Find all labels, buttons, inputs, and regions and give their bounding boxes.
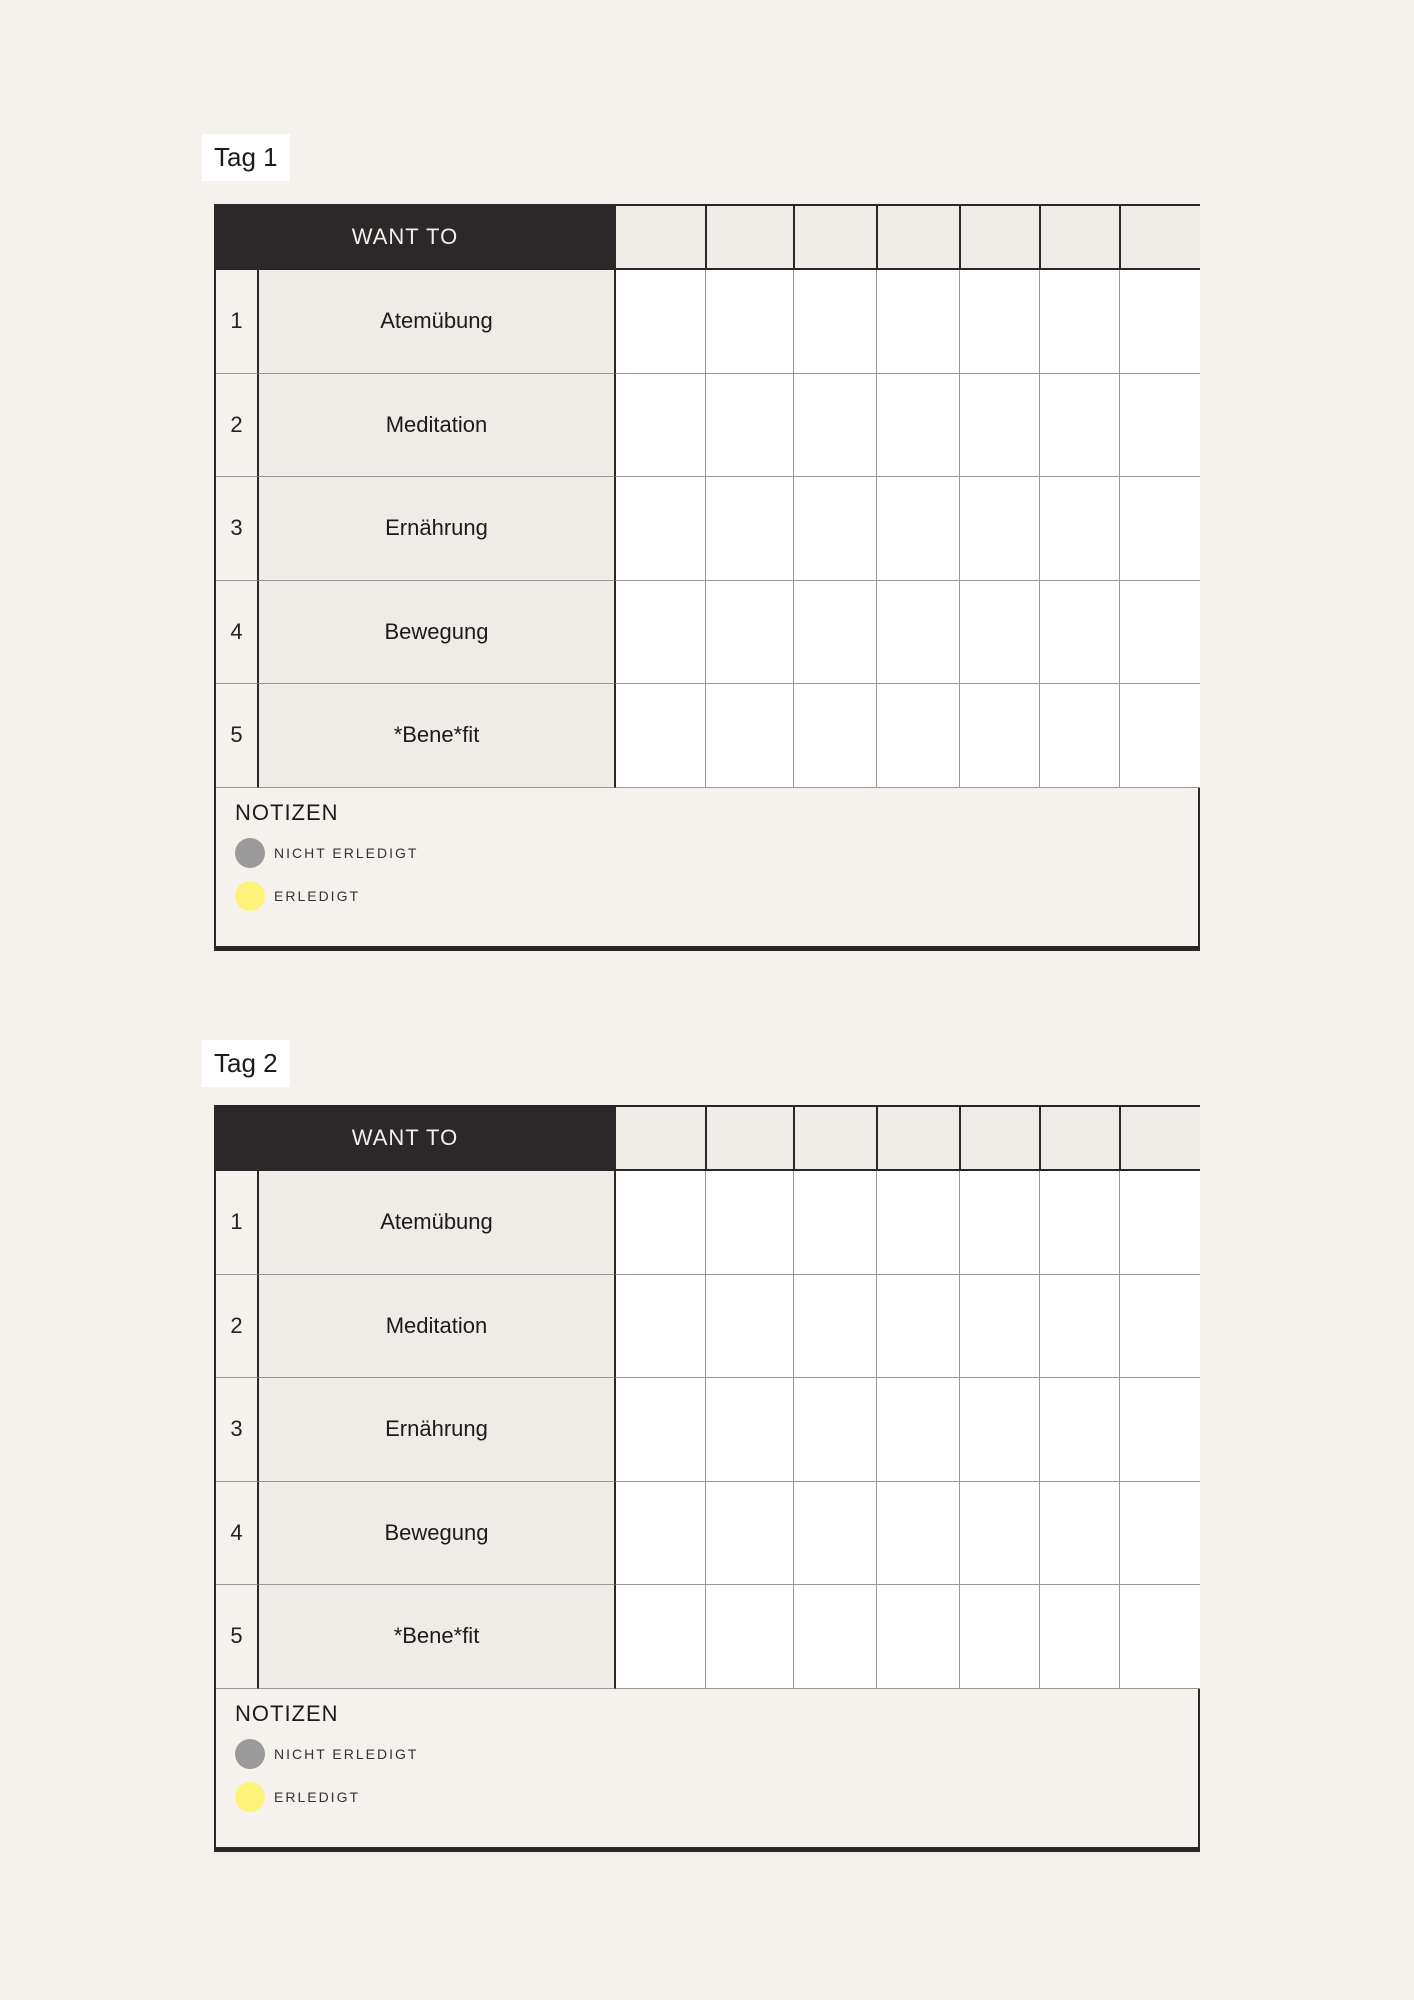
tracker-grid [216,1107,1198,1689]
check-cell[interactable] [793,477,876,581]
legend-item [235,1739,1198,1769]
header-date-cell[interactable] [705,1107,793,1171]
check-cell[interactable] [1039,1378,1119,1482]
check-cell[interactable] [959,1378,1039,1482]
legend-label: ERLEDIGT [274,1788,361,1805]
want-to-header: WANT TO [216,1107,616,1171]
check-cell[interactable] [876,1482,959,1586]
check-cell[interactable] [616,374,705,478]
check-cell[interactable] [616,1275,705,1379]
check-cell[interactable] [1119,477,1200,581]
check-cell[interactable] [616,1171,705,1275]
check-cell[interactable] [793,1275,876,1379]
check-cell[interactable] [793,581,876,685]
check-cell[interactable] [876,581,959,685]
check-cell[interactable] [1039,270,1119,374]
check-cell[interactable] [705,684,793,788]
check-cell[interactable] [1039,374,1119,478]
legend-label: NICHT ERLEDIGT [274,844,419,861]
check-cell[interactable] [616,684,705,788]
habit-number: 3 [216,1378,259,1482]
header-date-cell[interactable] [1119,206,1200,270]
check-cell[interactable] [705,1585,793,1689]
habit-number: 5 [216,1585,259,1689]
day-label: Tag 2 [202,1040,290,1087]
check-cell[interactable] [959,477,1039,581]
habit-number: 2 [216,1275,259,1379]
header-date-cell[interactable] [959,1107,1039,1171]
check-cell[interactable] [959,1482,1039,1586]
habit-number: 3 [216,477,259,581]
check-cell[interactable] [705,1482,793,1586]
not-done-dot-icon [235,1739,265,1769]
habit-number: 4 [216,1482,259,1586]
check-cell[interactable] [876,1275,959,1379]
check-cell[interactable] [1119,270,1200,374]
check-cell[interactable] [959,684,1039,788]
check-cell[interactable] [616,270,705,374]
header-date-cell[interactable] [793,1107,876,1171]
check-cell[interactable] [1119,1482,1200,1586]
check-cell[interactable] [705,477,793,581]
check-cell[interactable] [876,1585,959,1689]
habit-name: Meditation [259,374,616,478]
header-date-cell[interactable] [876,1107,959,1171]
check-cell[interactable] [1039,684,1119,788]
habit-number: 5 [216,684,259,788]
check-cell[interactable] [1119,684,1200,788]
header-date-cell[interactable] [1119,1107,1200,1171]
check-cell[interactable] [793,1585,876,1689]
habit-number: 2 [216,374,259,478]
check-cell[interactable] [1119,374,1200,478]
check-cell[interactable] [959,1585,1039,1689]
check-cell[interactable] [793,1378,876,1482]
habit-name: Atemübung [259,1171,616,1275]
check-cell[interactable] [1039,581,1119,685]
check-cell[interactable] [705,1171,793,1275]
check-cell[interactable] [959,1275,1039,1379]
check-cell[interactable] [1039,1171,1119,1275]
check-cell[interactable] [959,1171,1039,1275]
check-cell[interactable] [1119,1378,1200,1482]
check-cell[interactable] [1039,477,1119,581]
day-label: Tag 1 [202,134,290,181]
legend-item [235,838,1198,868]
check-cell[interactable] [876,477,959,581]
check-cell[interactable] [793,1482,876,1586]
habit-tracker-table [214,1105,1200,1852]
header-date-cell[interactable] [959,206,1039,270]
check-cell[interactable] [1039,1482,1119,1586]
done-dot-icon [235,1782,265,1812]
not-done-dot-icon [235,838,265,868]
check-cell[interactable] [616,1378,705,1482]
notes-title: NOTIZEN [235,799,339,825]
habit-number: 1 [216,1171,259,1275]
notes-section [216,788,1198,911]
header-date-cell[interactable] [705,206,793,270]
check-cell[interactable] [876,1171,959,1275]
legend-item [235,1782,1198,1812]
check-cell[interactable] [793,374,876,478]
header-date-cell[interactable] [876,206,959,270]
notes-title: NOTIZEN [235,1700,339,1726]
habit-name: *Bene*fit [259,1585,616,1689]
check-cell[interactable] [1119,1585,1200,1689]
check-cell[interactable] [616,1585,705,1689]
header-date-cell[interactable] [1039,1107,1119,1171]
check-cell[interactable] [793,1171,876,1275]
check-cell[interactable] [1039,1585,1119,1689]
habit-name: Meditation [259,1275,616,1379]
check-cell[interactable] [1119,581,1200,685]
legend-label: NICHT ERLEDIGT [274,1745,419,1762]
check-cell[interactable] [705,581,793,685]
habit-name: Ernährung [259,1378,616,1482]
check-cell[interactable] [793,270,876,374]
check-cell[interactable] [793,684,876,788]
habit-name: *Bene*fit [259,684,616,788]
check-cell[interactable] [876,270,959,374]
check-cell[interactable] [1119,1275,1200,1379]
want-to-header: WANT TO [216,206,616,270]
check-cell[interactable] [616,581,705,685]
check-cell[interactable] [616,1482,705,1586]
check-cell[interactable] [705,1378,793,1482]
habit-number: 4 [216,581,259,685]
legend-label: ERLEDIGT [274,887,361,904]
check-cell[interactable] [705,270,793,374]
habit-name: Bewegung [259,1482,616,1586]
done-dot-icon [235,881,265,911]
header-date-cell[interactable] [1039,206,1119,270]
header-date-cell[interactable] [793,206,876,270]
habit-name: Bewegung [259,581,616,685]
habit-name: Ernährung [259,477,616,581]
check-cell[interactable] [616,477,705,581]
check-cell[interactable] [876,374,959,478]
check-cell[interactable] [1119,1171,1200,1275]
check-cell[interactable] [876,1378,959,1482]
check-cell[interactable] [876,684,959,788]
tracker-grid [216,206,1198,788]
check-cell[interactable] [705,1275,793,1379]
check-cell[interactable] [705,374,793,478]
habit-tracker-table [214,204,1200,951]
habit-number: 1 [216,270,259,374]
check-cell[interactable] [959,581,1039,685]
legend-item [235,881,1198,911]
check-cell[interactable] [959,270,1039,374]
check-cell[interactable] [1039,1275,1119,1379]
habit-name: Atemübung [259,270,616,374]
check-cell[interactable] [959,374,1039,478]
header-date-cell[interactable] [616,1107,705,1171]
notes-section [216,1689,1198,1812]
header-date-cell[interactable] [616,206,705,270]
